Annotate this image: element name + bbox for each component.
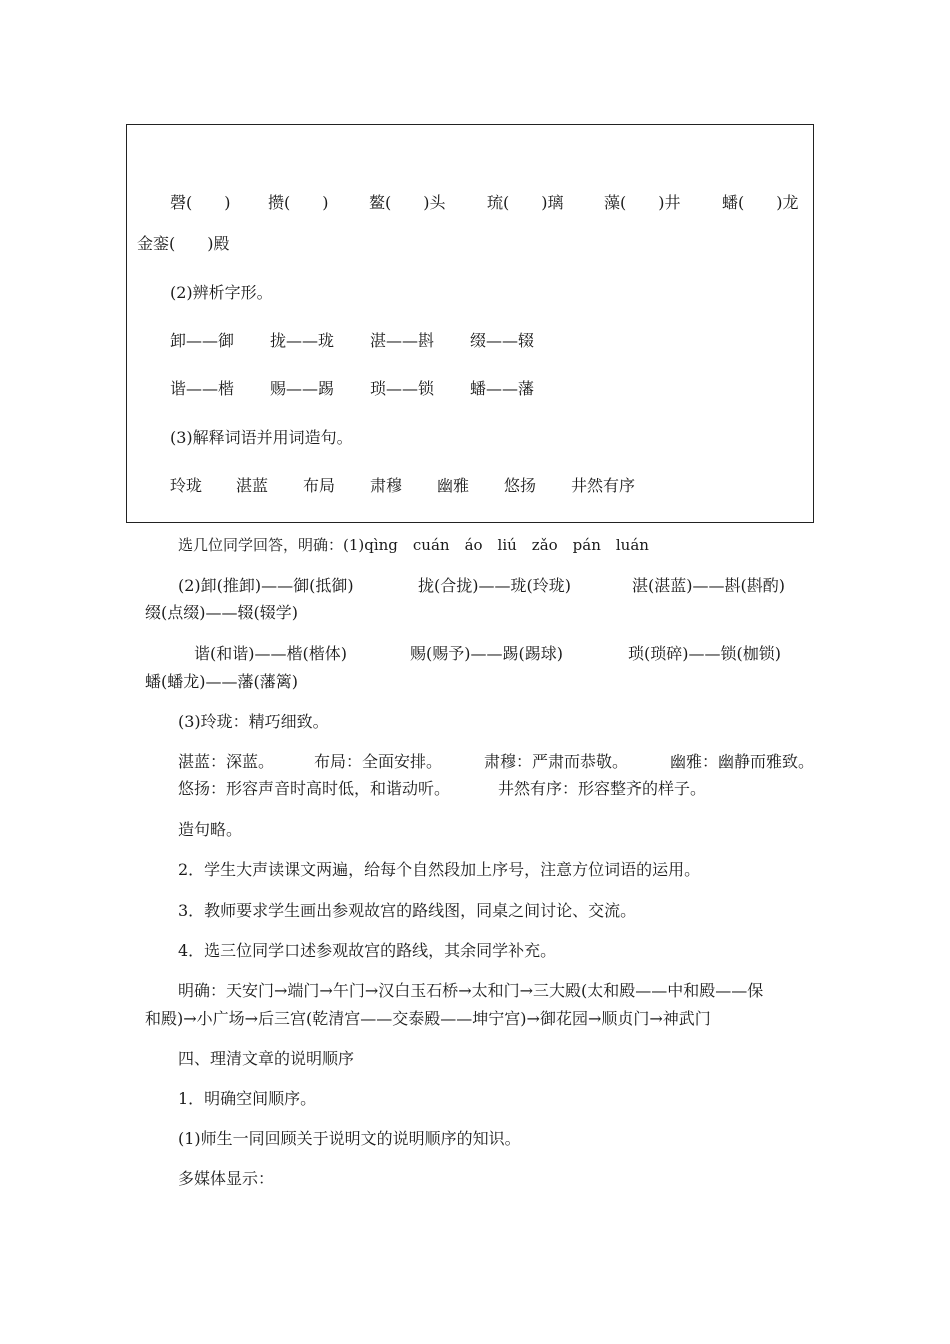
definition: 肃穆：严肃而恭敬。 [484,752,629,771]
pinyin-row [170,195,799,211]
section-4-item-1: 1．明确空间顺序。 [178,1089,317,1108]
words-row [170,478,635,494]
answer-pair: 谐(和谐)——楷(楷体) [194,644,347,663]
answer-3-line-2 [178,754,814,770]
definition: 幽雅：幽静而雅致。 [670,752,815,771]
word-item: 湛蓝 [236,476,269,495]
char-item: 藻( )井 [604,193,681,212]
answer-intro: 选几位同学回答，明确：(1)qìng cuán áo liú zǎo pán luán [178,536,649,554]
word-item: 玲珑 [170,476,203,495]
pair-item: 蟠——藩 [470,379,535,398]
char-item: 鳌( )头 [369,193,446,212]
answer-pair: 拢(合拢)——珑(玲珑) [418,576,571,595]
word-item: 幽雅 [437,476,470,495]
answer-2-line-2: 缀(点缀)——辍(辍学) [145,603,298,622]
make-sentence-note: 造句略。 [178,820,243,839]
section-4-sub-1: (1)师生一同回顾关于说明文的说明顺序的知识。 [178,1129,521,1148]
definition: 湛蓝：深蓝。 [178,752,275,771]
answer-3-line-3 [178,781,706,797]
word-item: 肃穆 [370,476,403,495]
word-item: 悠扬 [504,476,537,495]
step-4: 4．选三位同学口述参观故宫的路线，其余同学补充。 [178,941,557,960]
step-2: 2．学生大声读课文两遍，给每个自然段加上序号，注意方位词语的运用。 [178,860,701,879]
item-3-title: (3)解释词语并用词造句。 [170,428,353,447]
pinyin-row-2: 金銮( )殿 [137,234,230,253]
pair-item: 谐——楷 [170,379,235,398]
pair-item: 拢——珑 [270,331,335,350]
answer-2-line-3 [194,646,781,662]
char-item: 攒( ) [268,193,329,212]
pair-item: 赐——踢 [270,379,335,398]
word-item: 布局 [303,476,336,495]
definition: 悠扬：形容声音时高时低，和谐动听。 [178,779,451,798]
answer-pair: (2)卸(推卸)——御(抵御) [178,576,354,595]
char-item: 琉( )璃 [487,193,564,212]
answer-pair: 琐(琐碎)——锁(枷锁) [628,644,781,663]
route-line-1: 明确：天安门→端门→午门→汉白玉石桥→太和门→三大殿(太和殿——中和殿——保 [178,981,764,1000]
answer-3-line-1: (3)玲珑：精巧细致。 [178,712,329,731]
pairs-row-1 [170,333,534,349]
pairs-row-2 [170,381,534,397]
pair-item: 卸——御 [170,331,235,350]
pair-item: 琐——锁 [370,379,435,398]
answer-pair: 湛(湛蓝)——斟(斟酌) [632,576,785,595]
word-item: 井然有序 [571,476,636,495]
section-4-heading: 四、理清文章的说明顺序 [178,1049,355,1068]
route-line-2: 和殿)→小广场→后三宫(乾清宫——交泰殿——坤宁宫)→御花园→顺贞门→神武门 [145,1009,711,1028]
exercise-box [126,124,814,523]
answer-pair: 赐(赐予)——踢(踢球) [410,644,563,663]
multimedia-display: 多媒体显示： [178,1169,275,1188]
item-2-title: (2)辨析字形。 [170,283,273,302]
answer-2-line-1 [178,578,785,594]
pair-item: 缀——辍 [470,331,535,350]
char-item: 磬( ) [170,193,231,212]
definition: 布局：全面安排。 [314,752,443,771]
char-item: 蟠( )龙 [722,193,799,212]
answer-2-line-4: 蟠(蟠龙)——藩(藩篱) [145,672,298,691]
step-3: 3．教师要求学生画出参观故宫的路线图，同桌之间讨论、交流。 [178,901,637,920]
pair-item: 湛——斟 [370,331,435,350]
definition: 井然有序：形容整齐的样子。 [498,779,707,798]
